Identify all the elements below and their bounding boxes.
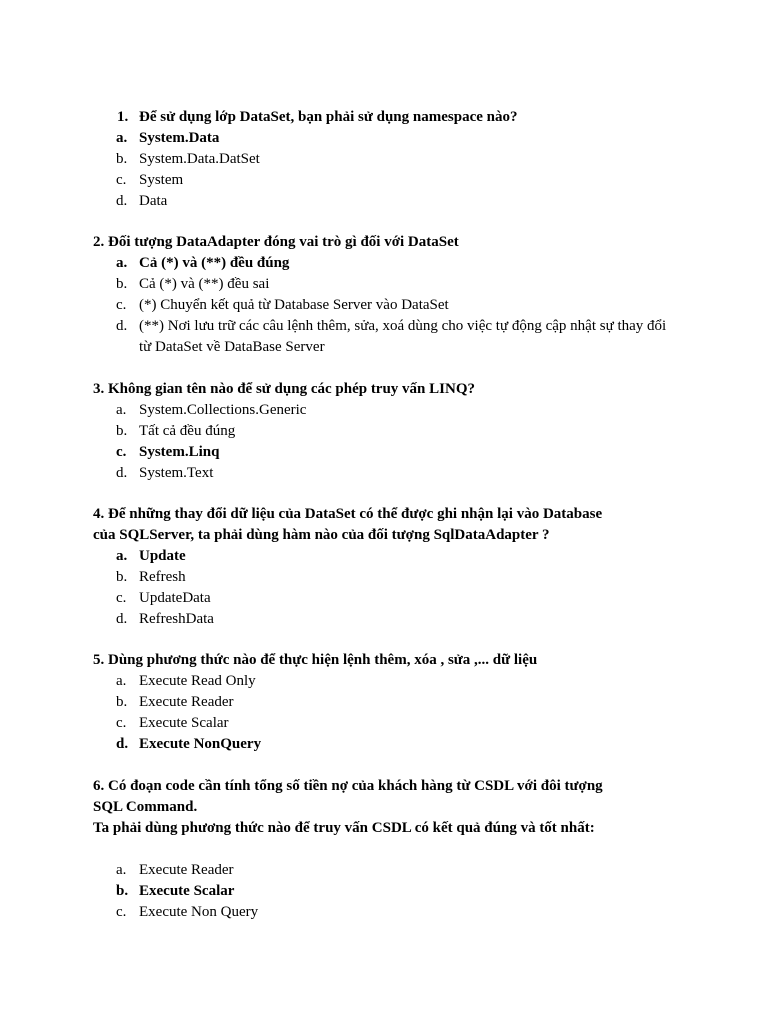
option-letter: c. (116, 297, 127, 313)
option-text: System.Data (139, 130, 220, 146)
question-6 (93, 776, 678, 923)
question-title (93, 504, 678, 546)
option-d (93, 191, 678, 212)
option-c (93, 442, 678, 463)
question-number: 6. (93, 778, 105, 794)
option-letter: b. (116, 151, 128, 167)
option-letter: d. (116, 318, 128, 334)
question-title (93, 232, 678, 253)
question-text: Để sử dụng lớp DataSet, bạn phải sử dụng namespace nào? (139, 109, 518, 125)
option-letter: a. (116, 548, 128, 564)
option-a (93, 400, 678, 421)
question-number: 3. (93, 381, 105, 397)
option-list (93, 546, 678, 630)
option-text: (**) Nơi lưu trữ các câu lệnh thêm, sửa, xoá dùng cho việc tự động cập nhật sự thay đổi từ DataSet về DataBase Server (139, 318, 667, 355)
option-letter: c. (116, 904, 127, 920)
option-a (93, 128, 678, 149)
option-a (93, 253, 678, 274)
option-text: System (139, 172, 184, 188)
question-text-line-1: Có đoạn code cần tính tổng số tiền nợ của khách hàng từ CSDL với đôi tượng (108, 778, 603, 794)
option-text: RefreshData (139, 611, 214, 627)
option-list (93, 128, 678, 212)
option-d (93, 316, 678, 358)
question-4 (93, 504, 678, 630)
option-d (93, 463, 678, 484)
option-letter: a. (116, 862, 127, 878)
option-letter: c. (116, 444, 127, 460)
option-letter: b. (116, 276, 128, 292)
option-c (93, 902, 678, 923)
option-letter: d. (116, 465, 128, 481)
option-c (93, 588, 678, 609)
option-b (93, 274, 678, 295)
option-letter: a. (116, 255, 128, 271)
question-title (93, 379, 678, 400)
option-b (93, 421, 678, 442)
option-text: System.Data.DatSet (139, 151, 260, 167)
option-letter: c. (116, 715, 127, 731)
option-letter: a. (116, 673, 127, 689)
question-number: 4. (93, 506, 105, 522)
question-title (93, 776, 678, 839)
option-text: Refresh (139, 569, 186, 585)
option-c (93, 170, 678, 191)
option-letter: a. (116, 402, 127, 418)
option-text: Execute Scalar (139, 883, 235, 899)
question-3 (93, 379, 678, 484)
option-text: Data (139, 193, 168, 209)
option-text: (*) Chuyển kết quả từ Database Server vào DataSet (139, 297, 449, 313)
option-letter: a. (116, 130, 128, 146)
option-letter: d. (116, 611, 128, 627)
question-text-line-1: Để những thay đổi dữ liệu của DataSet có thể được ghi nhận lại vào Database (108, 506, 603, 522)
option-text: System.Text (139, 465, 214, 481)
option-text: Execute Scalar (139, 715, 229, 731)
option-a (93, 671, 678, 692)
option-b (93, 149, 678, 170)
option-letter: c. (116, 172, 127, 188)
option-letter: b. (116, 883, 129, 899)
option-b (93, 881, 678, 902)
question-number: 5. (93, 652, 105, 668)
option-b (93, 692, 678, 713)
option-text: Update (139, 548, 186, 564)
option-list (93, 671, 678, 755)
option-letter: b. (116, 694, 128, 710)
option-text: Execute Reader (139, 694, 234, 710)
option-text: System.Collections.Generic (139, 402, 307, 418)
question-text: Dùng phương thức nào để thực hiện lệnh thêm, xóa , sửa ,... dữ liệu (108, 652, 538, 668)
option-a (93, 860, 678, 881)
question-text: Không gian tên nào để sử dụng các phép truy vấn LINQ? (108, 381, 475, 397)
option-list (93, 253, 678, 358)
option-text: Tất cả đều đúng (139, 423, 236, 439)
option-list (93, 860, 678, 923)
option-letter: b. (116, 569, 128, 585)
option-letter: d. (116, 736, 129, 752)
option-letter: d. (116, 193, 128, 209)
option-text: Cả (*) và (**) đều sai (139, 276, 270, 292)
option-text: Cả (*) và (**) đều đúng (139, 255, 290, 271)
blank-line (93, 839, 678, 860)
option-text: Execute Read Only (139, 673, 256, 689)
question-1 (93, 107, 678, 212)
option-text: Execute NonQuery (139, 736, 262, 752)
question-title (93, 650, 678, 671)
option-text: Execute Reader (139, 862, 234, 878)
question-number: 1. (117, 109, 129, 125)
option-a (93, 546, 678, 567)
question-text: Đối tượng DataAdapter đóng vai trò gì đối với DataSet (108, 234, 459, 250)
question-text-line-3: Ta phải dùng phương thức nào để truy vấn CSDL có kết quả đúng và tốt nhất: (93, 820, 595, 836)
option-c (93, 713, 678, 734)
option-d (93, 734, 678, 755)
question-text-line-2: SQL Command. (93, 799, 198, 815)
question-text-line-2: của SQLServer, ta phải dùng hàm nào của đối tượng SqlDataAdapter ? (93, 527, 550, 543)
option-letter: c. (116, 590, 127, 606)
option-b (93, 567, 678, 588)
option-letter: b. (116, 423, 128, 439)
question-2 (93, 232, 678, 358)
option-text: Execute Non Query (139, 904, 259, 920)
question-title (93, 107, 678, 128)
option-text: System.Linq (139, 444, 220, 460)
option-d (93, 609, 678, 630)
option-c (93, 295, 678, 316)
question-5 (93, 650, 678, 755)
question-number: 2. (93, 234, 105, 250)
option-list (93, 400, 678, 484)
option-text: UpdateData (139, 590, 211, 606)
